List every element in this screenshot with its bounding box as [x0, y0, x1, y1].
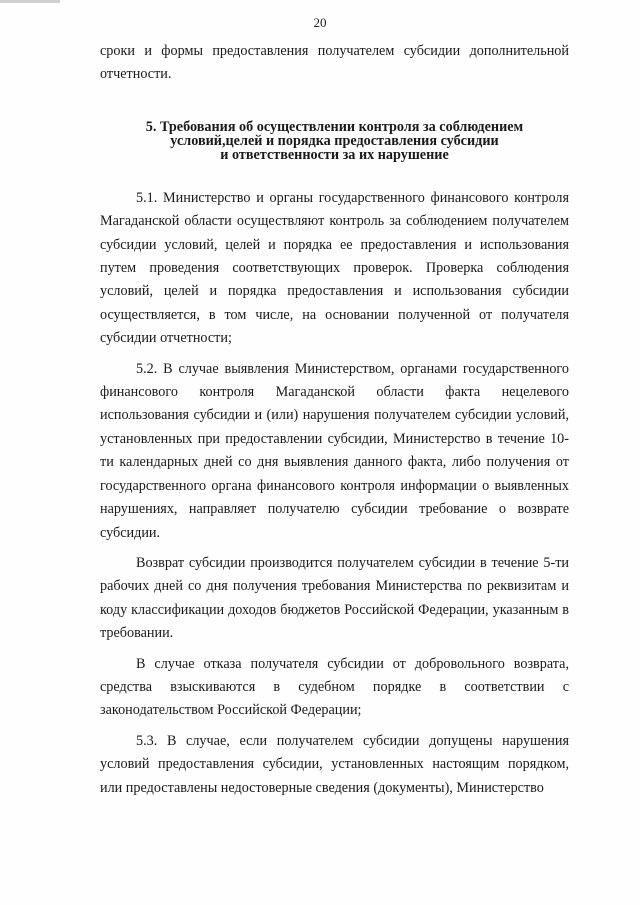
paragraph-5-1: 5.1. Министерство и органы государственного финансового контроля Магаданской области осуществляют контроль за соблюдением получателем субсидии условий, целей и порядка ее предоставления и использования путем проведения соответствующих проверок. Проверка соблюдения условий, целей и порядка предоставления и использования субсидии осуществляется, в том числе, на основании полученной от получателя субсидии отчетности; [100, 189, 569, 347]
paragraph-refund: Возврат субсидии производится получателем субсидии в течение 5-ти рабочих дней со дня получения требования Министерства по реквизитам и коду классификации доходов бюджетов Российской Федерации, указанным в требовании. [100, 554, 569, 642]
document-body [100, 40, 569, 800]
paragraph-5-2: 5.2. В случае выявления Министерством, органами государственного финансового контроля Магаданской области факта нецелевого использования субсидии и (или) нарушения получателем субсидии условий, установленных при предоставлении субсидии, Министерство в течение 10-ти календарных дней со дня выявления данного факта, либо получения от государственного органа финансового контроля информации о выявленных нарушениях, направляет получателю субсидии требование о возврате субсидии. [100, 360, 569, 541]
section-heading-line-3: и ответственности за их нарушение [220, 146, 449, 163]
scan-edge-mark [0, 0, 60, 3]
page-number: 20 [313, 15, 327, 30]
section-heading-line-2: условий,целей и порядка предоставления субсидии [170, 132, 499, 149]
paragraph-5-3: 5.3. В случае, если получателем субсидии допущены нарушения условий предоставления субсидии, установленных настоящим порядком, или предоставлены недостоверные сведения (документы), Министерство [100, 732, 569, 796]
section-heading-line-1: 5. Требования об осуществлении контроля за соблюдением [145, 118, 524, 135]
intro-paragraph: сроки и формы предоставления получателем субсидии дополнительной отчетности. [100, 43, 569, 83]
paragraph-refusal: В случае отказа получателя субсидии от добровольного возврата, средства взыскиваются в судебном порядке в соответствии с законодательством Российской Федерации; [100, 655, 569, 719]
section-heading [100, 120, 569, 162]
